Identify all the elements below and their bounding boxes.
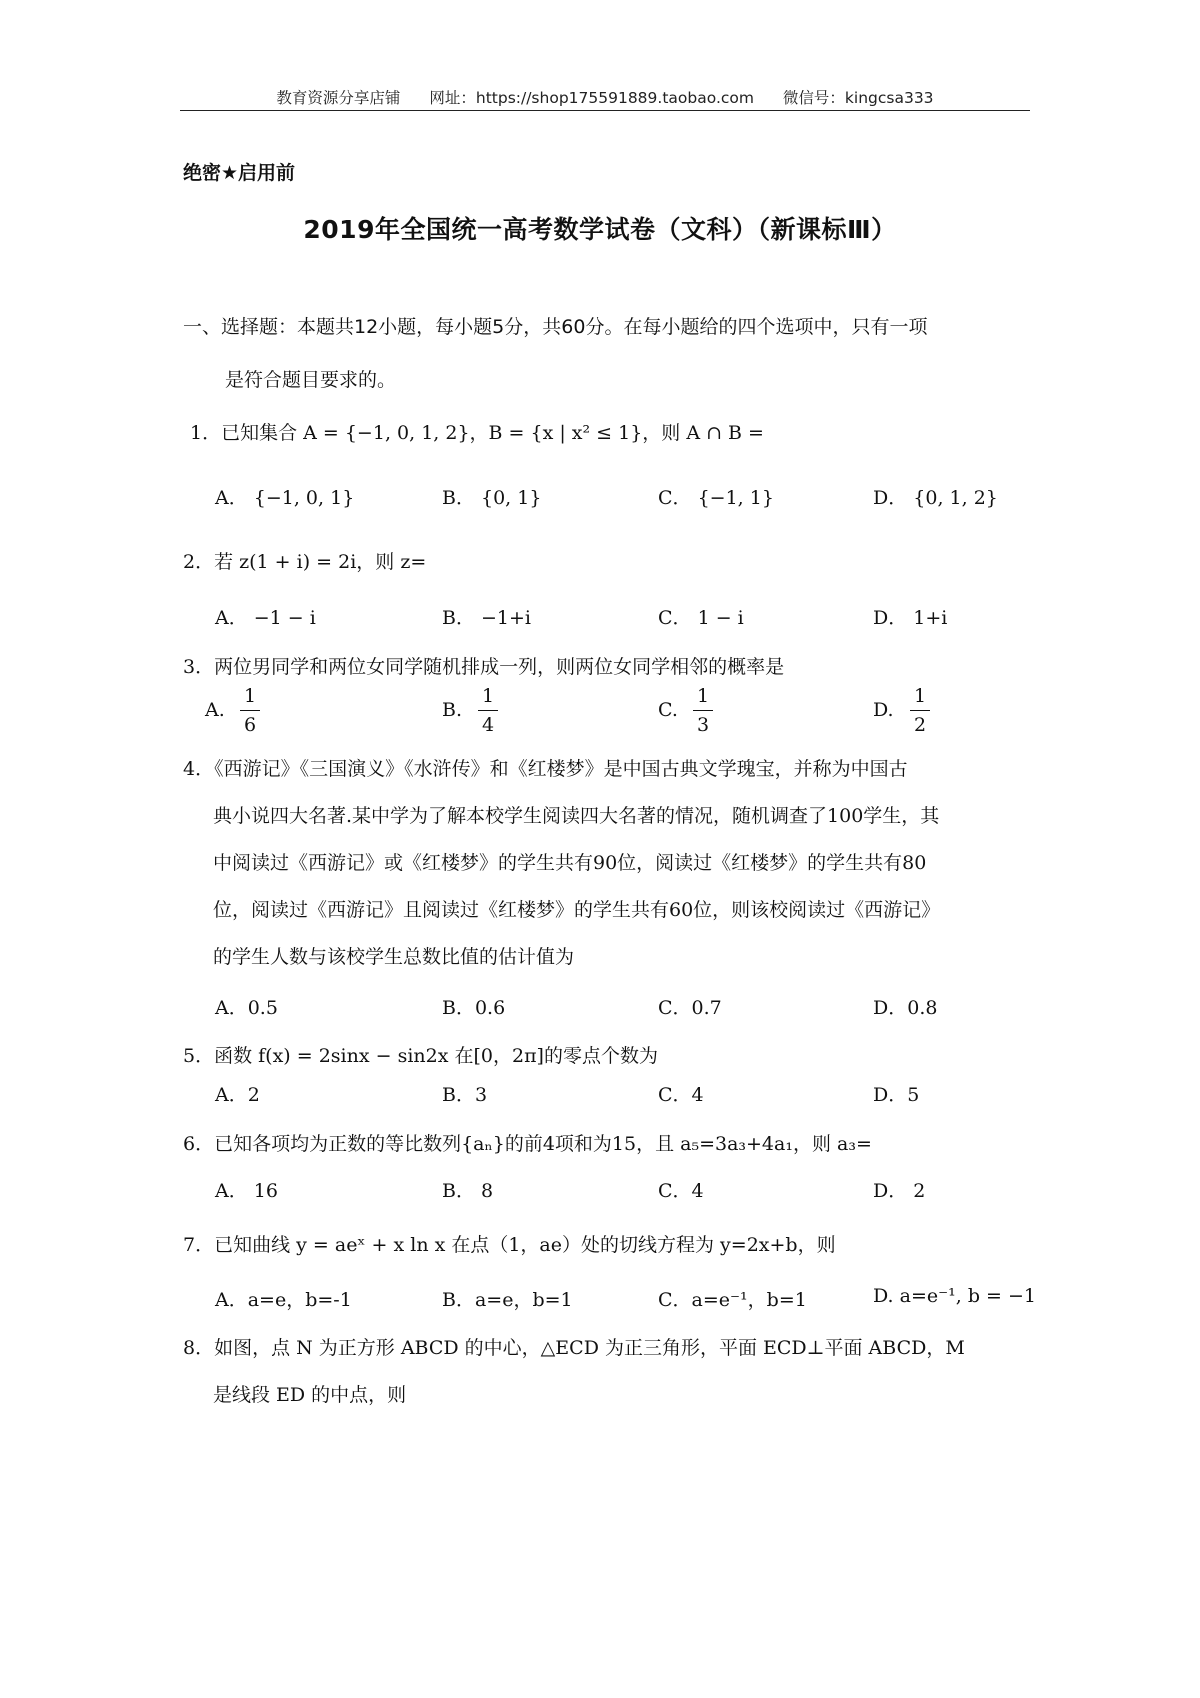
question-7-option-d: D. a=e⁻¹, b = −1 (873, 1285, 1037, 1307)
secret-label: 绝密★启用前 (183, 162, 296, 184)
question-8-line-2: 是线段 ED 的中点，则 (213, 1384, 407, 1406)
question-4-line-5: 的学生人数与该校学生总数比值的估计值为 (213, 946, 575, 968)
question-2-option-b: B． −1+i (442, 607, 532, 629)
question-3-option-a-letter: A. (205, 699, 225, 721)
question-1-option-b: B． {0, 1} (442, 487, 542, 509)
question-1-option-a: A． {−1, 0, 1} (215, 487, 355, 509)
fraction-numerator: 1 (913, 685, 927, 707)
question-4-option-a: A．0.5 (215, 997, 278, 1019)
fraction-bar (693, 710, 713, 711)
question-7-stem: 7．已知曲线 y = aeˣ + x ln x 在点（1，ae）处的切线方程为 y=2x+b，则 (183, 1234, 836, 1256)
section-heading-cont: 是符合题目要求的。 (225, 369, 397, 391)
question-3-option-b-fraction (478, 684, 498, 737)
question-3-stem: 3．两位男同学和两位女同学随机排成一列，则两位女同学相邻的概率是 (183, 656, 785, 678)
question-3-option-c-letter: C. (658, 699, 678, 721)
question-7-option-c: C．a=e⁻¹，b=1 (658, 1289, 807, 1311)
question-8-line-1: 8．如图，点 N 为正方形 ABCD 的中心，△ECD 为正三角形，平面 ECD⊥平面 ABCD，M (183, 1337, 965, 1359)
question-4-line-3: 中阅读过《西游记》或《红楼梦》的学生共有90位，阅读过《红楼梦》的学生共有80 (213, 852, 927, 874)
question-3-option-b-letter: B. (442, 699, 463, 721)
question-1-option-d: D． {0, 1, 2} (873, 487, 998, 509)
fraction-denominator: 2 (913, 714, 927, 736)
question-6-option-c: C．4 (658, 1180, 704, 1202)
question-2-stem: 2．若 z(1 + i) = 2i，则 z= (183, 551, 427, 573)
question-4-option-c: C．0.7 (658, 997, 722, 1019)
question-5-stem: 5．函数 f(x) = 2sinx − sin2x 在[0，2π]的零点个数为 (183, 1045, 658, 1067)
fraction-numerator: 1 (696, 685, 710, 707)
question-4-line-2: 典小说四大名著.某中学为了解本校学生阅读四大名著的情况，随机调查了100学生，其 (213, 805, 940, 827)
question-6-option-b: B． 8 (442, 1180, 494, 1202)
question-3-option-d-letter: D. (873, 699, 894, 721)
question-5-option-c: C．4 (658, 1084, 704, 1106)
question-1-option-c: C． {−1, 1} (658, 487, 774, 509)
fraction-bar (910, 710, 930, 711)
fraction-denominator: 6 (243, 714, 257, 736)
question-5-option-a: A．2 (215, 1084, 260, 1106)
question-3-option-c-fraction (693, 684, 713, 737)
question-5-option-b: B．3 (442, 1084, 488, 1106)
question-4-option-d: D．0.8 (873, 997, 938, 1019)
question-2-option-c: C． 1 − i (658, 607, 744, 629)
header-shop: 教育资源分享店铺 (276, 89, 401, 107)
question-4-line-1: 4．《西游记》《三国演义》《水浒传》和《红楼梦》是中国古典文学瑰宝，并称为中国古 (183, 758, 908, 780)
section-heading: 一、选择题：本题共12小题，每小题5分，共60分。在每小题给的四个选项中，只有一项 (183, 316, 928, 338)
page-header (180, 86, 1030, 108)
question-6-option-d: D． 2 (873, 1180, 926, 1202)
question-6-option-a: A． 16 (215, 1180, 278, 1202)
question-3-option-a-fraction (240, 684, 260, 737)
header-url[interactable]: 网址：https://shop175591889.taobao.com (429, 89, 754, 107)
header-divider (180, 110, 1030, 111)
question-5-option-d: D．5 (873, 1084, 920, 1106)
fraction-numerator: 1 (481, 685, 495, 707)
question-4-option-b: B．0.6 (442, 997, 506, 1019)
fraction-denominator: 3 (696, 714, 710, 736)
fraction-bar (240, 710, 260, 711)
question-3-option-d-fraction (910, 684, 930, 737)
header-wechat: 微信号：kingcsa333 (782, 89, 934, 107)
question-7-option-b: B．a=e，b=1 (442, 1289, 573, 1311)
question-4-line-4: 位，阅读过《西游记》且阅读过《红楼梦》的学生共有60位，则该校阅读过《西游记》 (213, 899, 941, 921)
question-2-option-d: D． 1+i (873, 607, 948, 629)
question-6-stem: 6．已知各项均为正数的等比数列{aₙ}的前4项和为15，且 a₅=3a₃+4a₁，则 a₃= (183, 1133, 872, 1155)
question-2-option-a: A． −1 − i (215, 607, 316, 629)
question-7-option-a: A．a=e，b=-1 (215, 1289, 352, 1311)
fraction-bar (478, 710, 498, 711)
fraction-denominator: 4 (481, 714, 495, 736)
question-1-stem: 1．已知集合 A = {−1, 0, 1, 2}，B = {x | x² ≤ 1}，则 A ∩ B = (190, 422, 764, 444)
page-title: 2019年全国统一高考数学试卷（文科）（新课标Ⅲ） (303, 215, 897, 244)
fraction-numerator: 1 (243, 685, 257, 707)
